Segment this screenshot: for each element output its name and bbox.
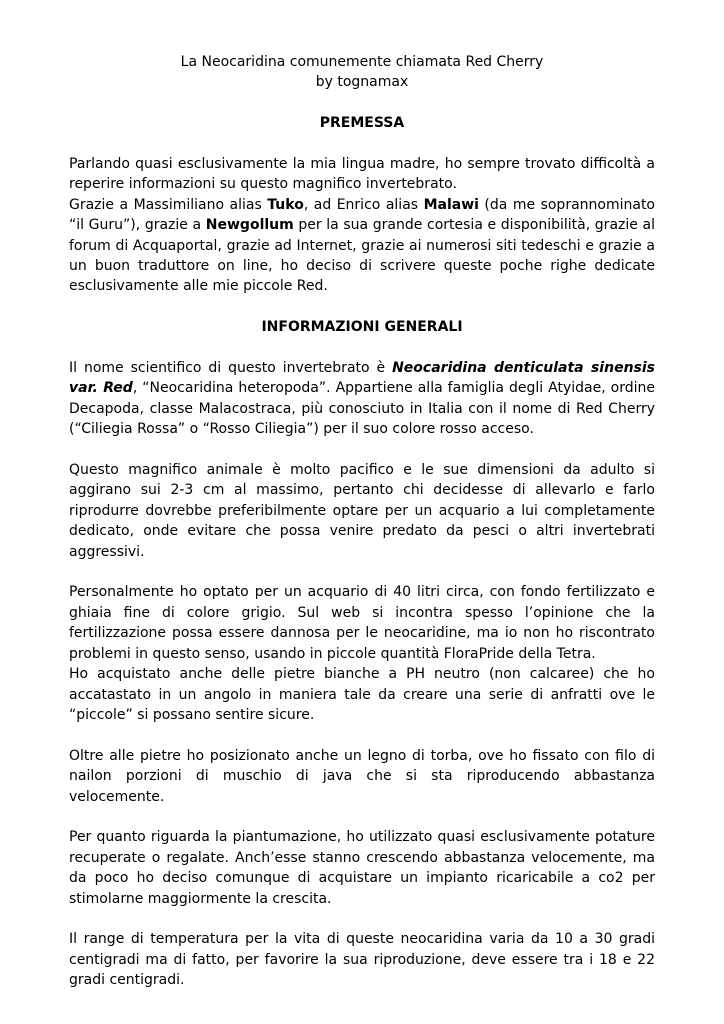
paragraph-scientific-name	[69, 358, 655, 440]
spacer	[69, 807, 655, 827]
spacer	[69, 562, 655, 582]
document-title: La Neocaridina comunemente chiamata Red Cherry	[180, 54, 544, 70]
name-malawi: Malawi	[423, 196, 479, 213]
scientific-text-1: Il nome scientifico di questo invertebrato è	[69, 360, 393, 377]
spacer	[69, 134, 655, 154]
paragraph-intro: Parlando quasi esclusivamente la mia lingua madre, ho sempre trovato difficoltà a reperire informazioni su questo magnifico invertebrato.	[69, 156, 655, 193]
thanks-text-1: Grazie a Massimiliano alias	[69, 196, 268, 213]
document-byline: by tognamax	[315, 74, 409, 91]
document-page	[69, 52, 655, 991]
paragraph-stones: Ho acquistato anche delle pietre bianche a PH neutro (non calcaree) che ho accatastato in un angolo in maniera tale da creare una serie di anfratti ove le “piccole” si possano sentire sicure.	[69, 666, 655, 723]
section-heading-premessa: PREMESSA	[319, 115, 405, 132]
name-newgollum: Newgollum	[205, 217, 294, 234]
paragraph-plants: Per quanto riguarda la piantumazione, ho utilizzato quasi esclusivamente potature recuperate o regalate. Anch’esse stanno crescendo abbastanza velocemente, ma da poco ho deciso comunque di acquistare un impianto ricaricabile a co2 per stimolarne maggiormente la crescita.	[69, 829, 655, 907]
scientific-name: Neocaridina denticulata sinensis var. Red	[69, 360, 656, 397]
name-tuko: Tuko	[267, 196, 304, 213]
spacer	[69, 725, 655, 745]
thanks-text-3: (da me soprannominato “il Guru”), grazie a	[69, 196, 656, 234]
paragraph-description: Questo magnifico animale è molto pacifico e le sue dimensioni da adulto si aggirano sui 2-3 cm al massimo, pertanto chi decidesse di allevarlo e farlo riprodurre dovrebbe preferibilmente optare per un acquario a lui completamente dedicato, onde evitare che possa venire predato da pesci o altri invertebrati aggressivi.	[69, 462, 655, 560]
spacer	[69, 440, 655, 460]
spacer	[69, 909, 655, 929]
spacer	[69, 297, 655, 317]
paragraph-aquarium: Personalmente ho optato per un acquario di 40 litri circa, con fondo fertilizzato e ghiaia fine di colore grigio. Sul web si incontra spesso l’opinione che la fertilizzazione possa essere dannosa per le neocaridine, ma io non ho riscontrato problemi in questo senso, usando in piccole quantità FloraPride della Tetra.	[69, 584, 655, 662]
thanks-text-2: , ad Enrico alias	[303, 196, 424, 213]
section-heading-informazioni: INFORMAZIONI GENERALI	[261, 319, 463, 336]
paragraph-temperature: Il range di temperatura per la vita di queste neocaridina varia da 10 a 30 gradi centigradi ma di fatto, per favorire la sua riproduzione, deve essere tra i 18 e 22 gradi centigradi.	[69, 931, 655, 989]
spacer	[69, 93, 655, 113]
thanks-text-4: per la sua grande cortesia e disponibilità, grazie al forum di Acquaportal, grazie ad Internet, grazie ai numerosi siti tedeschi e grazie a un buon traduttore on line, ho deciso di scrivere queste poche righe dedicate esclusivamente alle mie piccole Red.	[69, 217, 655, 295]
scientific-text-2: , “Neocaridina heteropoda”. Appartiene alla famiglia degli Atyidae, ordine Decapoda, classe Malacostraca, più conosciuto in Italia con il nome di Red Cherry (“Ciliegia Rossa” o “Rosso Ciliegia”) per il suo colore rosso acceso.	[69, 380, 655, 438]
paragraph-thanks	[69, 195, 655, 297]
paragraph-wood: Oltre alle pietre ho posizionato anche un legno di torba, ove ho fissato con filo di nailon porzioni di muschio di java che si sta riproducendo abbastanza velocemente.	[69, 747, 655, 805]
spacer	[69, 338, 655, 358]
